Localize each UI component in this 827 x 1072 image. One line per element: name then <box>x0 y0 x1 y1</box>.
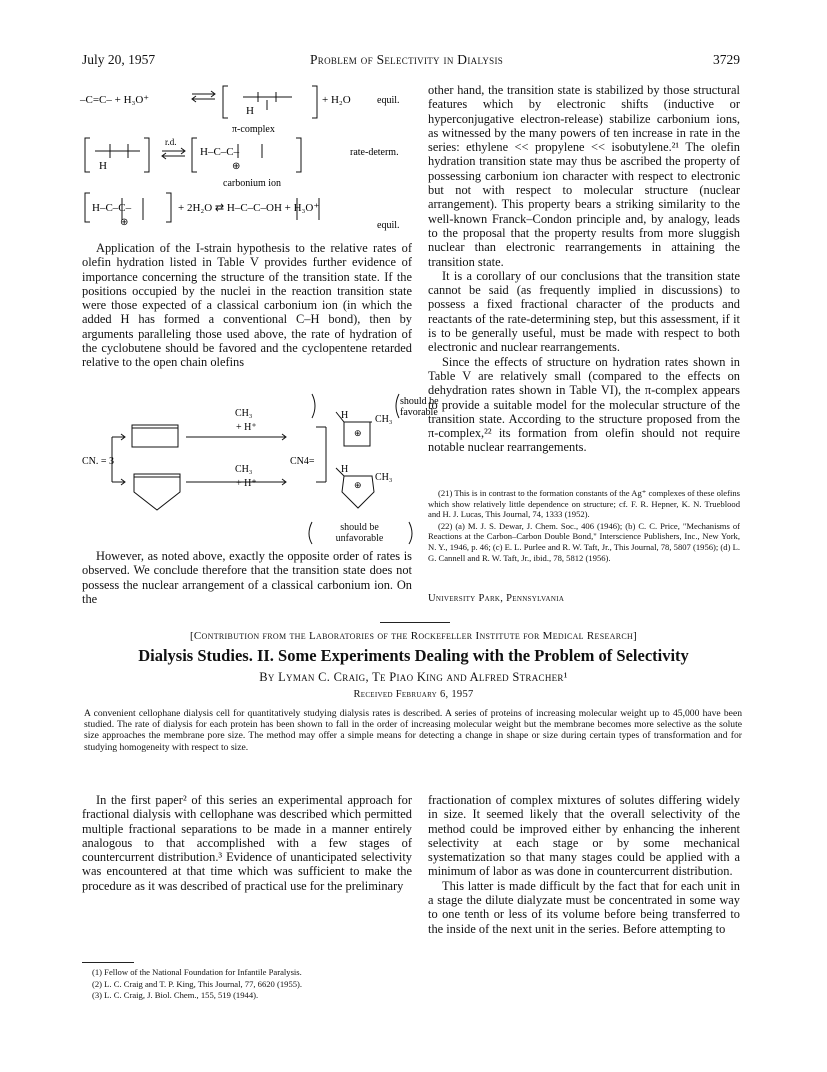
right-paragraph-3: Since the effects of structure on hydration rates shown in Table V are relatively small (compared to the effects on dehydration rates shown in Table VI), the π-complex appears to provide a suitable model for the molecular structure of the transition state. According to the structure proposed from the π-complex,²² its formation from olefin should not require notable nuclear rearrangements. <box>428 354 740 455</box>
scheme-cn4: CN4= <box>290 456 315 467</box>
scheme-h-bottom: H <box>341 464 349 475</box>
footnote-3: (3) L. C. Craig, J. Biol. Chem., 155, 519 (1944). <box>92 990 259 1001</box>
eq3-hcc: H–C–C– <box>92 202 132 214</box>
scheme-h-top: H <box>341 410 349 421</box>
eq1-label: equil. <box>377 95 400 106</box>
footnote-rule <box>82 962 134 963</box>
section-rule <box>380 622 450 623</box>
scheme-hplus-bottom: + H⁺ <box>236 478 257 489</box>
reaction-equations <box>80 80 410 240</box>
eq2-h: H <box>99 160 107 172</box>
scheme-drawing <box>82 392 439 542</box>
header-date: July 20, 1957 <box>82 52 156 67</box>
eq1-left: –C=C– + H₃O⁺ <box>80 94 150 106</box>
equation-drawing <box>80 80 410 240</box>
article-footnotes <box>82 967 412 1002</box>
article-left-column <box>82 793 412 893</box>
eq1-caption: π-complex <box>232 124 275 135</box>
article-left-paragraph-1: In the first paper² of this series an experimental approach for fractional dialysis with cellophane was described which permitted multiple fractional separations to be made in a manner entirely analogous to that accomplished with a few stages of countercurrent distribution.³ Evidence of unanticipated selectivity was encountered at that time which was sufficient to make the procedure as it was described of practical use for the preliminary <box>82 793 412 893</box>
article-right-paragraph-2: This latter is made difficult by the fact that for each unit in a stage the dilute dialyzate must be concentrated in some way to one tenth or less of its volume before being transferred to the inside of the next unit in the series. Before attempting to <box>428 878 740 936</box>
eq2-hcc: H–C–C– <box>200 146 240 158</box>
footnote-21: (21) This is in contrast to the formation constants of the Ag⁺ complexes of these olefins which show relatively little dependence on structure; cf. F. R. Hepner, K. N. Trueblood and H. J. Lucas, This Journal, 74, 1333 (1952). <box>428 488 740 520</box>
article-right-paragraph-1: fractionation of complex mixtures of solutes differing widely in size. It seemed likely that the overall selectivity of the method could be improved either by enhancing the inherent selectivity at each stage or by some mechanical systematization so that many stages could be applied with a minimum of labor as was done in countercurrent distribution. <box>428 793 740 879</box>
scheme-cn3: CN. = 3 <box>82 456 115 467</box>
scheme-ch3-prod-top: CH₃ <box>375 414 393 425</box>
eq2-label: rate-determ. <box>350 147 399 158</box>
running-title: Problem of Selectivity in Dialysis <box>310 52 504 67</box>
scheme-ch3-prod-bottom: CH₃ <box>375 472 393 483</box>
eq1-right: + H₂O <box>322 94 351 106</box>
unfavorable-line-1: should be <box>340 522 379 533</box>
olefin-scheme <box>82 392 439 542</box>
eq3-label: equil. <box>377 220 400 231</box>
scheme-ch3-bottom: CH₃ <box>235 464 253 475</box>
scheme-hplus-top: + H⁺ <box>236 422 257 433</box>
footnote-1: (1) Fellow of the National Foundation for Infantile Paralysis. <box>92 967 302 977</box>
scheme-ch3-top: CH₃ <box>235 408 253 419</box>
received-date: Received February 6, 1957 <box>353 689 474 700</box>
left-column-upper <box>82 241 412 370</box>
right-footnotes <box>428 488 740 564</box>
left-paragraph-1: Application of the I-strain hypothesis to the relative rates of olefin hydration listed in Table V provides further evidence of importance concerning the structure of the transition state. If the positions occupied by the nuclei in the reaction transition state were those expected of a classical carbonium ion (in which the added H has formed a conventional C–H bond), then by arguments paralleling those used above, the rate of hydration of the cyclobutene should be favored and the cyclopentene retarded relative to the open chain olefins <box>82 241 412 370</box>
scheme-should-be-1: should be <box>400 396 439 407</box>
eq3-middle: + 2H₂O ⇄ H–C–C–OH + H₃O⁺ <box>178 202 320 214</box>
footnote-22: (22) (a) M. J. S. Dewar, J. Chem. Soc., 406 (1946); (b) C. C. Price, "Mechanisms of Reactions at the Carbon–Carbon Double Bond," Interscience Publishers, Inc., New York, N. Y., 1946, p. 46; (c) E. L. Purlee and R. W. Taft, Jr., This Journal, 78, 5807 (1956); (d) L. G. Cannell and R. W. Taft, Jr., ibid., 78, 5812 (1956). <box>428 520 741 563</box>
page-number: 3729 <box>713 52 740 67</box>
unfavorable-note <box>312 522 407 544</box>
footnote-2: (2) L. C. Craig and T. P. King, This Journal, 77, 6620 (1955). <box>92 978 303 989</box>
left-column-lower <box>82 549 412 606</box>
eq2-plus: ⊕ <box>232 161 241 172</box>
scheme-plus-top: ⊕ <box>354 428 362 438</box>
article-authors: By Lyman C. Craig, Te Piao King and Alfred Stracher¹ <box>259 670 568 684</box>
contribution-line: [Contribution from the Laboratories of the Rockefeller Institute for Medical Research] <box>189 630 638 642</box>
eq1-h: H <box>246 105 254 117</box>
eq2-rd: r.d. <box>165 137 177 147</box>
right-paragraph-2: It is a corollary of our conclusions that the transition state cannot be said (as frequently implied in discussions) to possess a fixed fractional character of the products and reactants of the rate-determining step, but this assessment, if it is to be generally useful, must be made with respect to both electronic and nuclear rearrangements. <box>428 268 740 355</box>
abstract: A convenient cellophane dialysis cell for quantitatively studying dialysis rates is described. A series of proteins of increasing molecular weight up to 45,000 have been studied. The rate of dialysis for each protein has been shown to fall in the order of increasing molecular weight but the membrane becomes more selective as the solute size approaches the membrane pore size. The method may offer a simple means for detecting a change in shape or size during certain types of transformation and for studying homogeneity with respect to size. <box>84 708 742 753</box>
article-title: Dialysis Studies. II. Some Experiments Dealing with the Problem of Selectivity <box>138 646 689 665</box>
scheme-plus-bottom: ⊕ <box>354 480 362 490</box>
left-paragraph-2: However, as noted above, exactly the opposite order of rates is observed. We conclude therefore that the transition state does not possess the nuclear arrangement of a classical carbonium ion. On the <box>82 549 412 606</box>
right-column <box>428 83 740 455</box>
affiliation: University Park, Pennsylvania <box>428 593 565 604</box>
unfavorable-line-2: unfavorable <box>335 533 384 544</box>
right-paragraph-1: other hand, the transition state is stabilized by those structural features which by electronic shifts (inductive or hyperconjugative electron-release) stabilize carbonium ions, as witnessed by the many powers of ten increase in rate in the series: ethylene << propylene << isobutylene.²¹ The olefin hydration transition state may thus be ascribed the property of possessing carbonium ion character with respect to electronic but not with respect to molecular structure (nuclear arrangement). This property bears a striking similarity to the well-known Franck–Condon principle and, by analogy, leads to the proposal that the property results from more sluggish nuclear than electronic rearrangements in attaining the transition state. <box>428 83 740 269</box>
scheme-favorable: favorable <box>400 407 438 418</box>
eq3-plus: ⊕ <box>120 217 129 228</box>
eq2-caption: carbonium ion <box>223 178 282 189</box>
article-right-column <box>428 793 740 936</box>
